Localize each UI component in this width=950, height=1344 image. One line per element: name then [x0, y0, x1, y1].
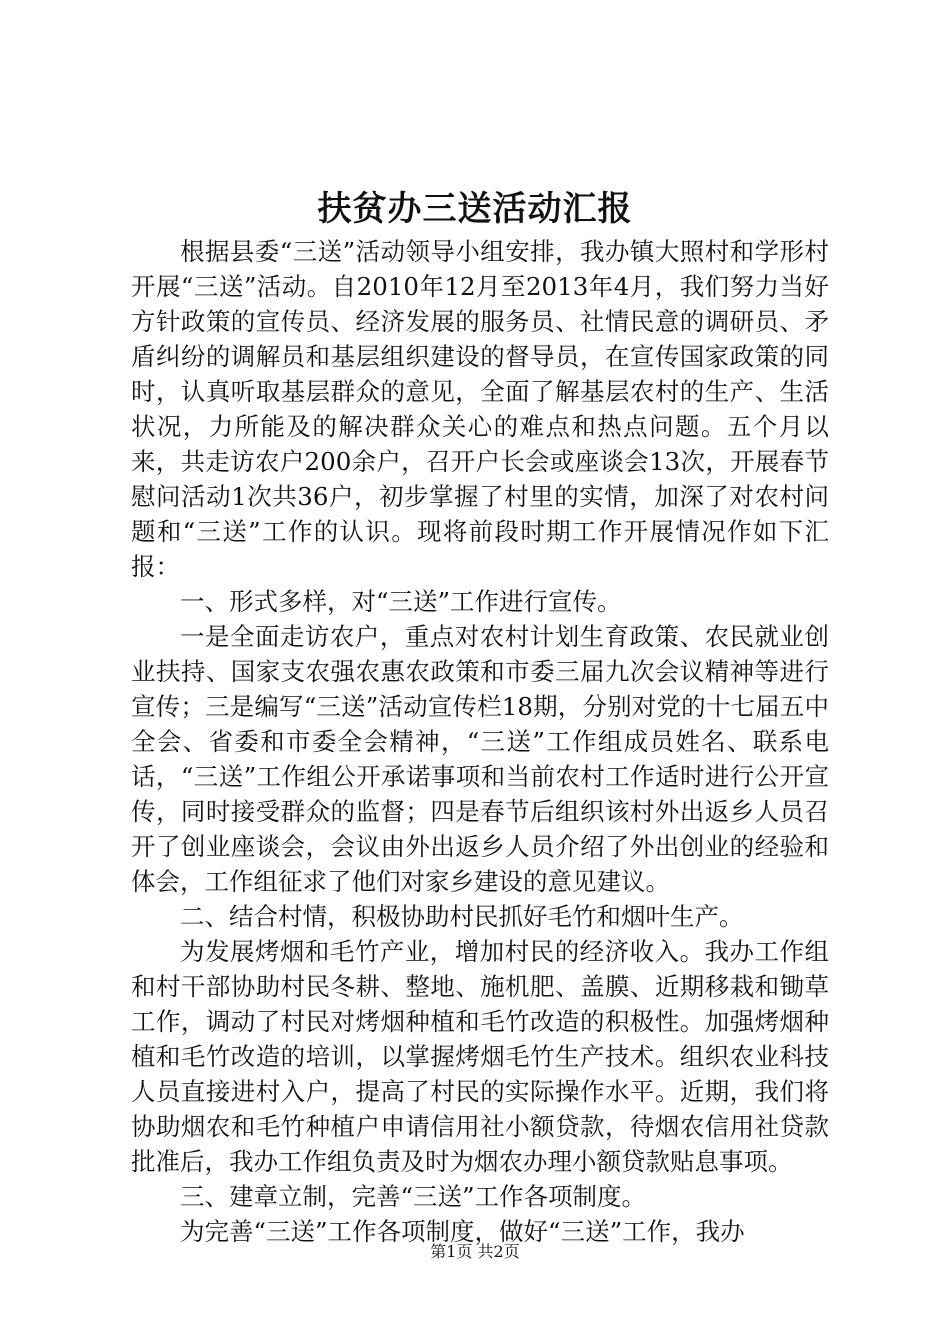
section-heading-2: 二、结合村情，积极协助村民抓好毛竹和烟叶生产。	[180, 902, 744, 931]
paragraph-section-3: 为完善“三送”工作各项制度，做好“三送”工作，我办	[180, 1217, 745, 1246]
paragraph-intro: 根据县委“三送”活动领导小组安排，我办镇大照村和学形村开展“三送”活动。自2010年12月至2013年4月，我们努力当好方针政策的宣传员、经济发展的服务员、社情民意的调研员、矛盾纠纷的调解员和基层组织建设的督导员，在宣传国家政策的同时，认真听取基层群众的意见，全面了解基层农村的生产、生活状况，力所能及的解决群众关心的难点和热点问题。五个月以来，共走访农户200余户，召开户长会或座谈会13次，开展春节慰问活动1次共36户，初步掌握了村里的实情，加深了对农村问题和“三送”工作的认识。现将前段时期工作开展情况作如下汇报：	[131, 237, 829, 581]
page-footer: 第1页 共2页	[430, 1242, 520, 1261]
document-body	[131, 234, 829, 1249]
paragraph-section-2: 为发展烤烟和毛竹产业，增加村民的经济收入。我办工作组和村干部协助村民冬耕、整地、施机肥、盖膜、近期移栽和锄草工作，调动了村民对烤烟种植和毛竹改造的积极性。加强烤烟种植和毛竹改造的培训，以掌握烤烟毛竹生产技术。组织农业科技人员直接进村入户，提高了村民的实际操作水平。近期，我们将协助烟农和毛竹种植户申请信用社小额贷款，待烟农信用社贷款批准后，我办工作组负责及时为烟农办理小额贷款贴息事项。	[131, 937, 829, 1176]
section-heading-3: 三、建章立制，完善“三送”工作各项制度。	[180, 1182, 647, 1211]
document-title: 扶贫办三送活动汇报	[317, 189, 633, 229]
paragraph-section-1: 一是全面走访农户，重点对农村计划生育政策、农民就业创业扶持、国家支农强农惠农政策和市委三届九次会议精神等进行宣传；三是编写“三送”活动宣传栏18期，分别对党的十七届五中全会、省委和市委全会精神，“三送”工作组成员姓名、联系电话，“三送”工作组公开承诺事项和当前农村工作适时进行公开宣传，同时接受群众的监督；四是春节后组织该村外出返乡人员召开了创业座谈会，会议由外出返乡人员介绍了外出创业的经验和体会，工作组征求了他们对家乡建设的意见建议。	[131, 622, 829, 896]
section-heading-1: 一、形式多样，对“三送”工作进行宣传。	[180, 587, 622, 616]
